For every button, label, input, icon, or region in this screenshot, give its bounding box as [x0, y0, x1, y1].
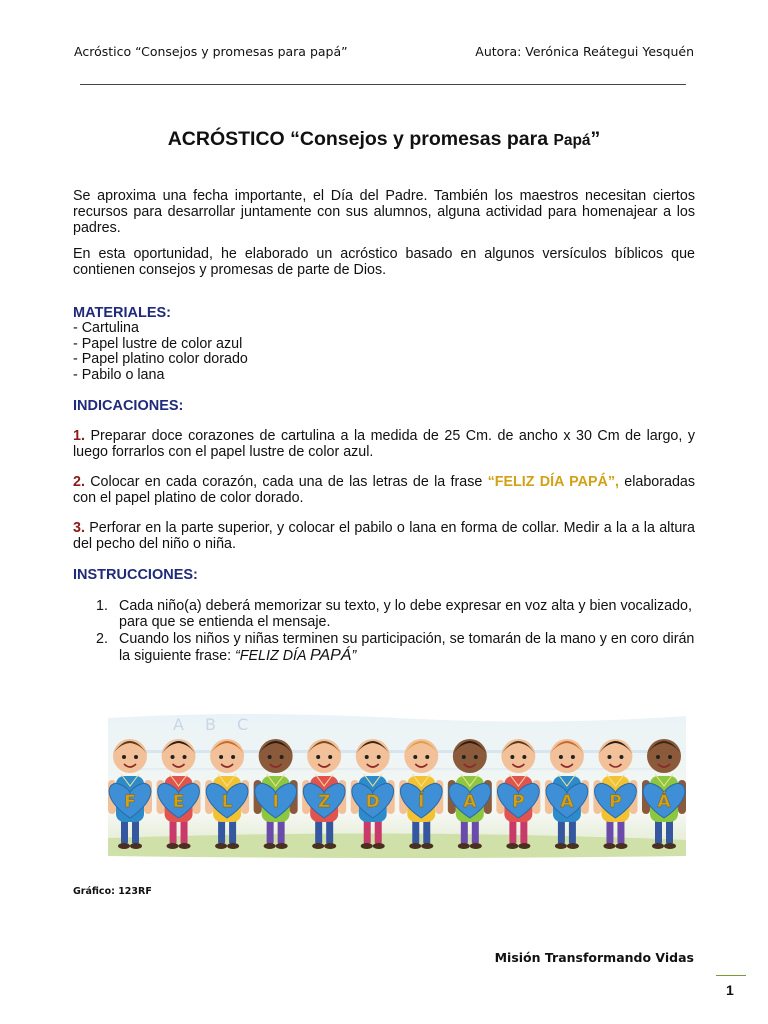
child-head — [162, 739, 196, 773]
child-eye — [668, 755, 672, 759]
list-item: - Papel platino color dorado — [73, 351, 248, 367]
header-divider — [80, 84, 686, 85]
child-shoe — [518, 843, 530, 849]
intro-paragraph-1 — [73, 188, 695, 236]
heart-letter: A — [560, 792, 574, 812]
child-shoe — [603, 843, 615, 849]
child-shoe — [118, 843, 130, 849]
materiales-heading: MATERIALES: — [73, 305, 172, 321]
materiales-list — [73, 321, 248, 383]
child-shoe — [421, 843, 433, 849]
child-eye — [280, 755, 284, 759]
heart-letter: E — [172, 792, 185, 812]
child-eye — [522, 755, 526, 759]
image-caption: Gráfico: 123RF — [73, 886, 152, 897]
heart-letter: P — [512, 792, 525, 812]
heart-letter: Z — [318, 792, 331, 812]
header-title: Acróstico “Consejos y promesas para papá” — [74, 44, 348, 59]
child-shoe — [652, 843, 664, 849]
quote-part-emphasis: PAPÁ — [309, 646, 352, 664]
heart-letter: Í — [418, 792, 425, 812]
indicacion-step-3 — [73, 520, 695, 552]
child-eye — [122, 755, 126, 759]
child-head — [598, 739, 632, 773]
quote-close: ” — [351, 647, 357, 664]
child-eye — [219, 755, 223, 759]
child-shoe — [312, 843, 324, 849]
child-shoe — [264, 843, 276, 849]
child-shoe — [567, 843, 579, 849]
child-eye — [619, 755, 623, 759]
child-eye — [462, 755, 466, 759]
child-shoe — [215, 843, 227, 849]
bg-letter: C — [237, 715, 249, 734]
heart-letter: L — [221, 792, 233, 812]
title-close: ” — [590, 128, 601, 150]
step-text: Colocar en cada corazón, cada una de las letras de la frase — [84, 474, 488, 490]
bg-letter: B — [205, 715, 216, 734]
child-shoe — [179, 843, 191, 849]
child-eye — [559, 755, 563, 759]
list-item: - Pabilo o lana — [73, 366, 165, 383]
item-number: 2. — [96, 631, 108, 647]
indicacion-step-2 — [73, 474, 695, 506]
child-shoe — [555, 843, 567, 849]
heart-letter: F — [124, 792, 136, 812]
child-shoe — [409, 843, 421, 849]
highlight-phrase: “FELIZ DÍA PAPÁ”, — [487, 474, 619, 490]
child-head — [501, 739, 535, 773]
child-eye — [571, 755, 575, 759]
footer-text: Misión Transformando Vidas — [494, 950, 694, 965]
child-eye — [425, 755, 429, 759]
child-shoe — [167, 843, 179, 849]
child-shoe — [130, 843, 142, 849]
indicacion-step-1 — [73, 428, 695, 460]
intro-paragraph-2 — [73, 246, 695, 278]
child-eye — [231, 755, 235, 759]
child-shoe — [664, 843, 676, 849]
child-shoe — [470, 843, 482, 849]
child-head — [210, 739, 244, 773]
bg-letter: A — [173, 715, 184, 734]
child-head — [356, 739, 390, 773]
heart-letter: Á — [657, 792, 671, 812]
child-head — [307, 739, 341, 773]
child-shoe — [458, 843, 470, 849]
list-item: - Cartulina — [73, 320, 139, 336]
instrucciones-list — [96, 599, 696, 666]
item-number: 1. — [96, 598, 108, 614]
child-head — [259, 739, 293, 773]
child-eye — [328, 755, 332, 759]
child-eye — [607, 755, 611, 759]
footer-divider — [716, 975, 746, 976]
intro-text-2: En esta oportunidad, he elaborado un acróstico basado en algunos versículos bíblicos que contienen consejos y promesas de parte de Dios. — [73, 246, 695, 278]
child-head — [647, 739, 681, 773]
list-item — [96, 632, 696, 664]
child-shoe — [276, 843, 288, 849]
title-small: Papá — [553, 132, 591, 149]
child-head — [404, 739, 438, 773]
children-hearts-illustration — [108, 710, 686, 860]
child-shoe — [615, 843, 627, 849]
indicaciones-heading: INDICACIONES: — [73, 398, 184, 414]
page-title — [0, 128, 768, 151]
child-eye — [183, 755, 187, 759]
child-shoe — [361, 843, 373, 849]
step-number: 3. — [73, 520, 85, 536]
child-shoe — [324, 843, 336, 849]
heart-letter: P — [609, 792, 622, 812]
child-eye — [316, 755, 320, 759]
heart-letter: I — [272, 792, 279, 812]
list-item: - Papel lustre de color azul — [73, 335, 243, 352]
child-eye — [377, 755, 381, 759]
title-main: ACRÓSTICO “Consejos y promesas para — [167, 128, 554, 150]
child-shoe — [227, 843, 239, 849]
child-eye — [656, 755, 660, 759]
step-text: Perforar en la parte superior, y colocar el pabilo o lana en forma de collar. Medir a la a la altura del pecho del niño o niña. — [73, 520, 695, 552]
child-eye — [365, 755, 369, 759]
child-head — [113, 739, 147, 773]
child-eye — [413, 755, 417, 759]
child-eye — [171, 755, 175, 759]
quote-part: “FELIZ DÍA — [235, 647, 310, 664]
child-shoe — [373, 843, 385, 849]
item-text: Cada niño(a) deberá memorizar su texto, y lo debe expresar en voz alta y bien vocalizado, para que se entienda el mensaje. — [119, 598, 692, 630]
item-text: Cuando los niños y niñas terminen su participación, se tomarán de la mano y en coro dirán la siguiente frase: — [119, 631, 695, 664]
child-eye — [510, 755, 514, 759]
child-shoe — [506, 843, 518, 849]
step-number: 2. — [73, 474, 85, 490]
list-item — [96, 599, 696, 630]
child-eye — [474, 755, 478, 759]
heart-letter: D — [365, 792, 380, 812]
page-number: 1 — [726, 982, 734, 998]
child-head — [453, 739, 487, 773]
step-text: Preparar doce corazones de cartulina a la medida de 25 Cm. de ancho x 30 Cm de largo, y luego forrarlos con el papel lustre de color azul. — [73, 428, 695, 460]
step-text: elaboradas con el papel platino de color dorado. — [73, 474, 696, 506]
child-head — [550, 739, 584, 773]
header-author: Autora: Verónica Reátegui Yesquén — [475, 44, 694, 59]
child-eye — [134, 755, 138, 759]
heart-letter: A — [463, 792, 477, 812]
intro-text-1: Se aproxima una fecha importante, el Día del Padre. También los maestros necesitan ciertos recursos para desarrollar juntamente con sus alumnos, alguna actividad para homenajear a los padres. — [73, 188, 695, 236]
child-eye — [268, 755, 272, 759]
step-number: 1. — [73, 428, 85, 444]
instrucciones-heading: INSTRUCCIONES: — [73, 567, 198, 583]
